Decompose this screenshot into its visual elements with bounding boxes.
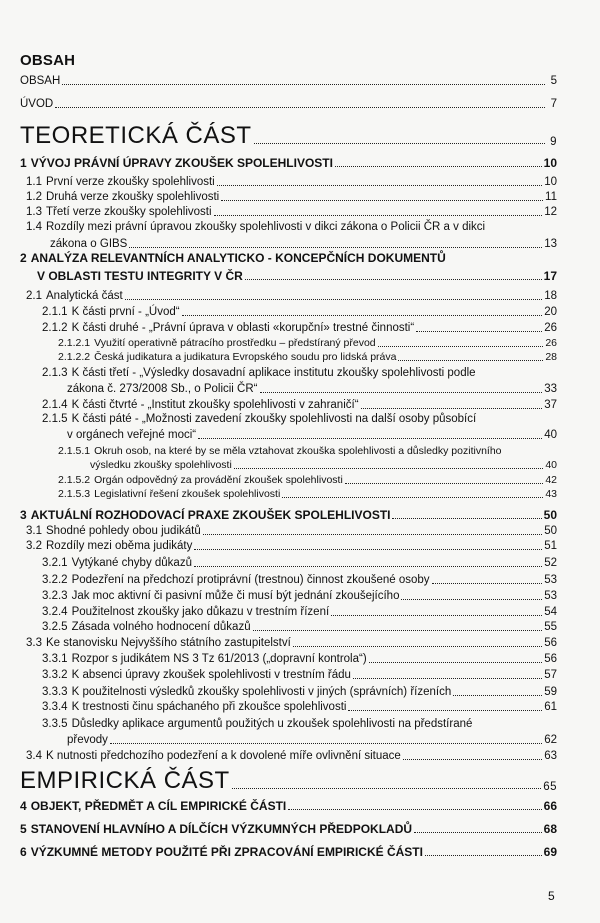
toc-dot-leader (401, 599, 542, 600)
toc-entry-title (20, 768, 230, 794)
toc-entry-text: VÝVOJ PRÁVNÍ ÚPRAVY ZKOUŠEK SPOLEHLIVOSTI (30, 156, 333, 170)
toc-dot-leader (378, 346, 544, 347)
toc-entry-text: K nutnosti předchozího podezření a k dovolené míře ovlivnění situace (46, 750, 401, 762)
toc-entry-c1-1[interactable] (26, 176, 557, 189)
toc-dot-leader (453, 695, 542, 696)
toc-entry-page: 66 (543, 799, 557, 813)
toc-entry-title (20, 823, 412, 836)
toc-entry-title (58, 445, 502, 458)
toc-entry-page: 43 (545, 488, 557, 500)
toc-entry-page: 69 (543, 845, 557, 859)
toc-entry-page: 17 (543, 269, 557, 283)
toc-entry-title (20, 75, 60, 88)
toc-entry-page: 20 (544, 306, 557, 318)
toc-entry-c2-1-5-1[interactable] (58, 445, 557, 458)
toc-entry-number: 3.3.1 (42, 653, 68, 665)
toc-entry-c3-2-2[interactable] (42, 574, 557, 587)
toc-entry-number: 6 (20, 845, 27, 859)
toc-entry-text: Česká judikatura a judikatura Evropského soudu pro lidská práva (94, 351, 397, 363)
toc-dot-leader (414, 832, 542, 833)
toc-entry-number: 3.2 (26, 540, 42, 552)
toc-dot-leader (425, 855, 542, 856)
toc-dot-leader (110, 743, 542, 744)
toc-entry-c2-1-5[interactable] (42, 413, 557, 426)
toc-entry-text: Použitelnost zkoušky jako důkazu v trestním řízení (71, 606, 330, 618)
toc-entry-c3-3-4[interactable] (42, 701, 557, 714)
toc-entry-number: 2.1.5 (42, 413, 68, 425)
toc-entry-text: EMPIRICKÁ ČÁST (20, 767, 230, 794)
toc-entry-text: Legislativní řešení zkoušek spolehlivosti (94, 488, 281, 500)
toc-entry-text: ANALÝZA RELEVANTNÍCH ANALYTICKO - KONCEPČNÍCH DOKUMENTŮ (30, 251, 446, 265)
toc-entry-c3-2-5[interactable] (42, 621, 557, 634)
toc-dot-leader (353, 678, 542, 679)
toc-dot-leader (125, 299, 543, 300)
toc-entry-c4[interactable] (20, 800, 557, 813)
toc-entry-continuation[interactable] (67, 734, 557, 747)
toc-entry-page: 7 (550, 98, 557, 110)
toc-entry-text: K použitelnosti výsledků zkoušky spolehlivosti v jiných (správních) řízeních (71, 686, 452, 698)
toc-entry-title (26, 750, 401, 763)
toc-entry-title (42, 322, 414, 335)
toc-entry-number: 3.2.4 (42, 606, 68, 618)
toc-entry-title (42, 557, 192, 570)
toc-entry-page: 10 (544, 176, 557, 188)
toc-entry-page: 28 (545, 351, 557, 363)
toc-entry-text: Vytýkané chyby důkazů (71, 557, 192, 569)
toc-entry-number: 3.3.5 (42, 718, 68, 730)
toc-entry-text: K části páté - „Možnosti zavedení zkoušky spolehlivosti na další osoby působící (71, 413, 477, 425)
toc-entry-continuation[interactable] (37, 270, 557, 283)
toc-dot-leader (392, 518, 541, 519)
toc-entry-c3-3-3[interactable] (42, 686, 557, 699)
toc-entry-c6[interactable] (20, 846, 557, 859)
toc-entry-number: 1.4 (26, 221, 42, 233)
toc-entry-text: Třetí verze zkoušky spolehlivosti (46, 206, 212, 218)
toc-entry-text: K části čtvrté - „Institut zkoušky spolehlivosti v zahraničí“ (71, 399, 359, 411)
toc-entry-page: 55 (544, 621, 557, 633)
toc-entry-obsah[interactable] (20, 75, 557, 88)
toc-entry-c3-3-1[interactable] (42, 653, 557, 666)
toc-dot-leader (221, 200, 543, 201)
toc-entry-c3-3-2[interactable] (42, 669, 557, 682)
toc-entry-title (42, 621, 251, 634)
toc-entry-uvod[interactable] (20, 98, 557, 111)
toc-entry-title (42, 718, 472, 731)
toc-entry-number: 3.4 (26, 750, 42, 762)
toc-entry-title (20, 800, 286, 813)
toc-entry-c1-3[interactable] (26, 206, 557, 219)
toc-entry-c1[interactable] (20, 157, 557, 170)
toc-entry-number: 3.3.2 (42, 669, 68, 681)
toc-entry-text: Shodné pohledy obou judikátů (46, 525, 201, 537)
toc-entry-number: 5 (20, 822, 27, 836)
toc-entry-number: 3.3 (26, 637, 42, 649)
toc-entry-text: K části první - „Úvod“ (71, 306, 180, 318)
toc-entry-c3-3-5[interactable] (42, 718, 557, 731)
toc-entry-c2-1[interactable] (26, 290, 557, 303)
toc-entry-text: ÚVOD (20, 98, 54, 110)
toc-entry-text-continued: zákona č. 273/2008 Sb., o Policii ČR“ (67, 383, 258, 395)
toc-entry-c2-1-3[interactable] (42, 367, 557, 380)
toc-entry-title (42, 399, 359, 412)
toc-entry-number: 3.2.2 (42, 574, 68, 586)
toc-entry-page: 68 (543, 822, 557, 836)
toc-entry-page: 37 (544, 399, 557, 411)
toc-entry-page: 26 (545, 337, 557, 349)
toc-dot-leader (129, 247, 542, 248)
toc-entry-title (20, 252, 446, 265)
toc-entry-c3-2-1[interactable] (42, 557, 557, 570)
toc-entry-c5[interactable] (20, 823, 557, 836)
toc-entry-c2-1-5-3[interactable] (58, 488, 557, 501)
toc-entry-number: 2.1.5.2 (58, 474, 91, 486)
toc-dot-leader (194, 566, 542, 567)
toc-entry-number: 2.1 (26, 290, 42, 302)
toc-entry-number: 3.2.1 (42, 557, 68, 569)
toc-dot-leader (361, 408, 543, 409)
toc-entry-page: 62 (544, 734, 557, 746)
toc-entry-page: 42 (545, 474, 557, 486)
toc-dot-leader (288, 809, 541, 810)
toc-dot-leader (416, 331, 542, 332)
toc-dot-leader (432, 583, 543, 584)
toc-entry-title (26, 176, 215, 189)
toc-entry-page: 40 (545, 459, 557, 471)
toc-entry-title (20, 123, 252, 149)
toc-entry-text: Rozpor s judikátem NS 3 Tz 61/2013 („dopravní kontrola“) (71, 653, 367, 665)
toc-dot-leader (335, 166, 542, 167)
toc-dot-leader (293, 646, 542, 647)
toc-entry-continuation[interactable] (67, 429, 557, 442)
toc-entry-c1-4[interactable] (26, 221, 557, 234)
toc-heading: OBSAH (20, 52, 76, 69)
toc-entry-text: AKTUÁLNÍ ROZHODOVACÍ PRAXE ZKOUŠEK SPOLEHLIVOSTI (30, 508, 391, 522)
toc-entry-number: 1.3 (26, 206, 42, 218)
toc-entry-c2[interactable] (20, 252, 557, 265)
toc-entry-number: 4 (20, 799, 27, 813)
toc-entry-text: Důsledky aplikace argumentů použitých u zkoušek spolehlivosti na předstírané (71, 718, 473, 730)
toc-entry-text: Rozdíly mezi oběma judikáty (46, 540, 193, 552)
toc-dot-leader (398, 360, 543, 361)
toc-entry-title (26, 221, 485, 234)
toc-dot-leader (369, 662, 543, 663)
toc-entry-text: K části třetí - „Výsledky dosavadní aplikace institutu zkoušky spolehlivosti podle (71, 367, 476, 379)
toc-entry-number: 2.1.2.2 (58, 351, 91, 363)
toc-entry-c3-2[interactable] (26, 540, 557, 553)
toc-dot-leader (55, 107, 545, 108)
toc-entry-title (42, 606, 329, 619)
toc-dot-leader (348, 710, 542, 711)
toc-entry-text: K trestnosti činu spáchaného při zkoušce spolehlivosti (71, 701, 347, 713)
toc-entry-title (20, 846, 423, 859)
toc-entry-text: Podezření na předchozí protiprávní (trestnou) činnost zkoušené osoby (71, 574, 430, 586)
toc-entry-page: 26 (544, 322, 557, 334)
toc-entry-text: První verze zkoušky spolehlivosti (46, 176, 215, 188)
toc-entry-page: 33 (544, 383, 557, 395)
toc-entry-text: OBSAH (20, 75, 61, 87)
toc-dot-leader (345, 483, 544, 484)
toc-entry-continuation[interactable] (50, 238, 557, 251)
toc-entry-text-continued: zákona o GIBS (50, 238, 128, 250)
toc-dot-leader (254, 143, 545, 144)
toc-entry-page: 63 (544, 750, 557, 762)
toc-entry-continuation[interactable] (67, 383, 557, 396)
toc-entry-title (26, 191, 219, 204)
toc-entry-page: 56 (544, 637, 557, 649)
toc-entry-text-continued: převody (67, 734, 108, 746)
toc-entry-page: 50 (543, 508, 557, 522)
toc-dot-leader (62, 84, 545, 85)
toc-entry-c2-1-1[interactable] (42, 306, 557, 319)
toc-entry-text: K absenci úpravy zkoušek spolehlivosti v trestním řádu (71, 669, 351, 681)
toc-dot-leader (232, 788, 542, 789)
toc-entry-c3-1[interactable] (26, 525, 557, 538)
toc-entry-number: 2.1.2 (42, 322, 68, 334)
toc-dot-leader (234, 468, 544, 469)
toc-entry-number: 2.1.3 (42, 367, 68, 379)
toc-entry-page: 9 (550, 136, 557, 148)
toc-entry-c3[interactable] (20, 509, 557, 522)
toc-entry-title (20, 509, 390, 522)
toc-entry-number: 3.3.4 (42, 701, 68, 713)
toc-entry-text: VÝZKUMNÉ METODY POUŽITÉ PŘI ZPRACOVÁNÍ EMPIRICKÉ ČÁSTI (30, 845, 423, 859)
toc-entry-page: 10 (543, 156, 557, 170)
toc-dot-leader (282, 497, 543, 498)
toc-dot-leader (260, 392, 543, 393)
toc-entry-title (58, 488, 280, 501)
toc-dot-leader (194, 549, 542, 550)
toc-entry-text: Ke stanovisku Nejvyššího státního zastupitelství (46, 637, 291, 649)
toc-entry-c3-2-4[interactable] (42, 606, 557, 619)
toc-dot-leader (198, 438, 542, 439)
toc-entry-page: 18 (544, 290, 557, 302)
toc-entry-number: 1 (20, 156, 27, 170)
toc-entry-text-continued: V OBLASTI TESTU INTEGRITY V ČR (37, 269, 243, 283)
toc-entry-page: 51 (544, 540, 557, 552)
toc-entry-text: Rozdíly mezi právní úpravou zkoušky spolehlivosti v dikci zákona o Policii ČR a v dikci (46, 221, 486, 233)
toc-entry-c1-2[interactable] (26, 191, 557, 204)
toc-entry-page: 50 (544, 525, 557, 537)
toc-entry-page: 57 (544, 669, 557, 681)
toc-entry-number: 3 (20, 508, 27, 522)
toc-entry-title (58, 474, 343, 487)
toc-entry-text: Okruh osob, na které by se měla vztahovat zkouška spolehlivosti a důsledky pozitivního (94, 445, 502, 457)
toc-entry-page: 56 (544, 653, 557, 665)
toc-dot-leader (203, 534, 542, 535)
toc-entry-text: K části druhé - „Právní úprava v oblasti «korupční» trestné činnosti“ (71, 322, 415, 334)
toc-entry-page: 40 (544, 429, 557, 441)
toc-entry-number: 1.2 (26, 191, 42, 203)
toc-entry-number: 2.1.1 (42, 306, 68, 318)
toc-entry-continuation[interactable] (90, 459, 557, 472)
toc-entry-page: 13 (544, 238, 557, 250)
toc-entry-title (58, 337, 376, 350)
toc-entry-text: Zásada volného hodnocení důkazů (71, 621, 251, 633)
toc-entry-title (42, 653, 367, 666)
toc-entry-page: 54 (544, 606, 557, 618)
toc-entry-c2-1-2-1[interactable] (58, 337, 557, 350)
toc-entry-text: Analytická část (46, 290, 123, 302)
toc-dot-leader (253, 630, 543, 631)
toc-entry-title (42, 306, 180, 319)
toc-entry-empiricka[interactable] (20, 768, 557, 794)
toc-entry-title (42, 701, 346, 714)
toc-entry-page: 53 (544, 574, 557, 586)
toc-entry-title (42, 669, 351, 682)
toc-entry-number: 2 (20, 251, 27, 265)
toc-entry-title (20, 157, 333, 170)
toc-entry-number: 2.1.5.3 (58, 488, 91, 500)
toc-entry-page: 52 (544, 557, 557, 569)
toc-entry-text: TEORETICKÁ ČÁST (20, 122, 252, 149)
toc-entry-c2-1-4[interactable] (42, 399, 557, 412)
toc-entry-text-continued: v orgánech veřejné moci“ (67, 429, 197, 441)
toc-entry-c3-4[interactable] (26, 750, 557, 763)
toc-entry-teoreticka[interactable] (20, 123, 557, 149)
toc-dot-leader (217, 185, 542, 186)
toc-entry-number: 3.1 (26, 525, 42, 537)
toc-entry-page: 65 (543, 781, 557, 793)
toc-dot-leader (245, 279, 542, 280)
toc-entry-text: STANOVENÍ HLAVNÍHO A DÍLČÍCH VÝZKUMNÝCH PŘEDPOKLADŮ (30, 822, 413, 836)
toc-dot-leader (403, 759, 542, 760)
toc-entry-title (42, 413, 476, 426)
toc-entry-c3-2-3[interactable] (42, 590, 557, 603)
toc-entry-text: OBJEKT, PŘEDMĚT A CÍL EMPIRICKÉ ČÁSTI (30, 799, 287, 813)
toc-entry-page: 11 (545, 191, 557, 203)
toc-entry-text: Využití operativně pátracího prostředku – předstíraný převod (94, 337, 376, 349)
toc-dot-leader (214, 215, 543, 216)
toc-entry-title (26, 206, 212, 219)
toc-entry-number: 1.1 (26, 176, 42, 188)
toc-entry-c2-1-2[interactable] (42, 322, 557, 335)
toc-entry-title (26, 540, 192, 553)
toc-entry-text: Orgán odpovědný za provádění zkoušek spolehlivosti (94, 474, 343, 486)
toc-entry-title (26, 637, 291, 650)
toc-entry-title (26, 290, 123, 303)
toc-entry-number: 3.2.3 (42, 590, 68, 602)
toc-entry-page: 59 (544, 686, 557, 698)
toc-entry-page: 61 (544, 701, 557, 713)
toc-entry-c2-1-2-2[interactable] (58, 351, 557, 364)
toc-entry-number: 3.3.3 (42, 686, 68, 698)
toc-entry-title (58, 351, 396, 364)
toc-entry-number: 2.1.4 (42, 399, 68, 411)
toc-entry-page: 12 (544, 206, 557, 218)
toc-entry-c3-3[interactable] (26, 637, 557, 650)
toc-entry-number: 2.1.2.1 (58, 337, 91, 349)
toc-entry-title (42, 590, 399, 603)
toc-entry-text: Jak moc aktivní či pasivní může či musí být jednání zkoušejícího (71, 590, 400, 602)
page-number: 5 (548, 889, 555, 903)
toc-entry-page: 53 (544, 590, 557, 602)
toc-entry-c2-1-5-2[interactable] (58, 474, 557, 487)
toc-entry-title (26, 525, 201, 538)
toc-entry-number: 2.1.5.1 (58, 445, 91, 457)
toc-dot-leader (331, 615, 542, 616)
toc-entry-title (42, 574, 430, 587)
toc-entry-text-continued: výsledku zkoušky spolehlivosti (90, 459, 232, 471)
toc-entry-page: 5 (550, 75, 557, 87)
toc-entry-title (42, 686, 451, 699)
toc-entry-text: Druhá verze zkoušky spolehlivosti (46, 191, 220, 203)
toc-entry-number: 3.2.5 (42, 621, 68, 633)
toc-entry-title (20, 98, 53, 111)
toc-dot-leader (182, 315, 543, 316)
toc-entry-title (42, 367, 476, 380)
